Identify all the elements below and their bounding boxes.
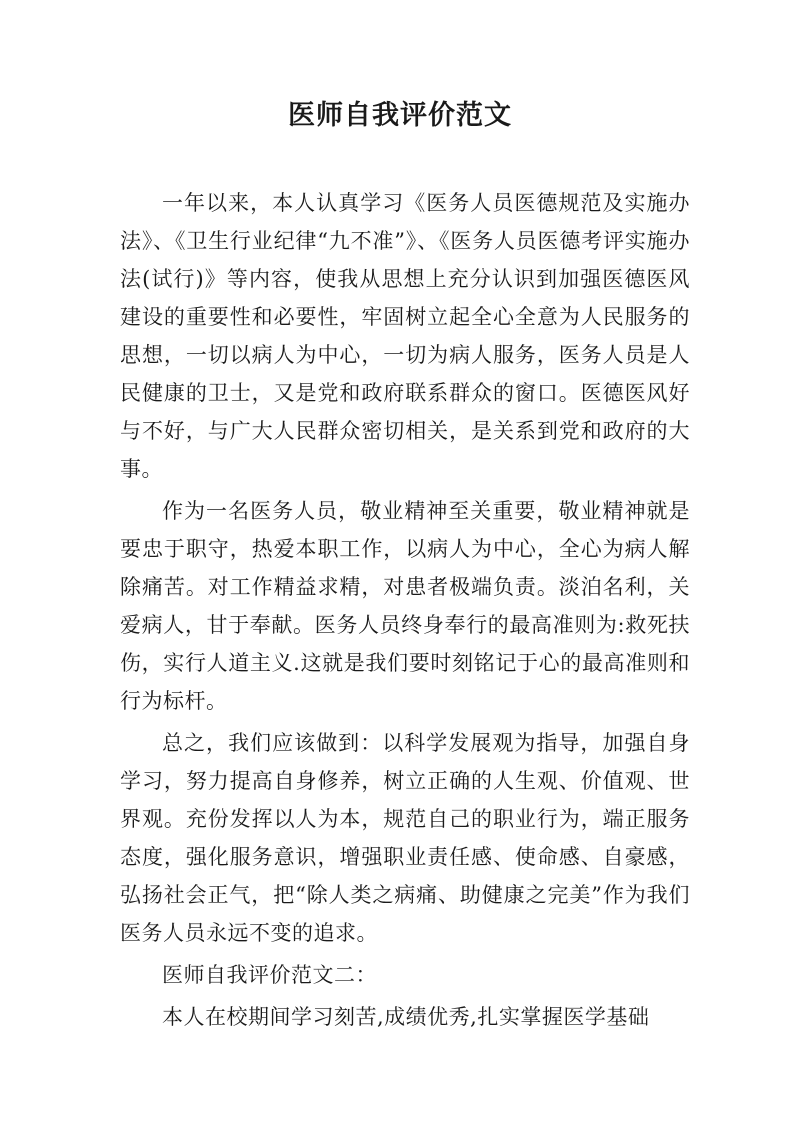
paragraph-3: 总之，我们应该做到：以科学发展观为指导，加强自身学习，努力提高自身修养，树立正确的人生观、价值观、世界观。充份发挥以人为本，规范自己的职业行为，端正服务态度，强化服务意识，增强职业责任感、使命感、自豪感，弘扬社会正气，把“除人类之病痛、助健康之完美”作为我们医务人员永远不变的追求。: [120, 731, 690, 945]
document-body: [120, 184, 690, 1040]
paragraph-5: 本人在校期间学习刻苦,成绩优秀,扎实掌握医学基础: [162, 1005, 650, 1029]
paragraph-1: 一年以来，本人认真学习《医务人员医德规范及实施办法》、《卫生行业纪律“九不准”》、《医务人员医德考评实施办法(试行)》等内容，使我从思想上充分认识到加强医德医风建设的重要性和必要性，牢固树立起全心全意为人民服务的思想，一切以病人为中心，一切为病人服务，医务人员是人民健康的卫士，又是党和政府联系群众的窗口。医德医风好与不好，与广大人民群众密切相关，是关系到党和政府的大事。: [120, 191, 690, 481]
paragraph-2: 作为一名医务人员，敬业精神至关重要，敬业精神就是要忠于职守，热爱本职工作，以病人为中心，全心为病人解除痛苦。对工作精益求精，对患者极端负责。淡泊名利，关爱病人，甘于奉献。医务人员终身奉行的最高准则为:救死扶伤，实行人道主义.这就是我们要时刻铭记于心的最高准则和行为标杆。: [120, 499, 690, 713]
section-heading-2: 医师自我评价范文二：: [162, 963, 377, 987]
document-title: 医师自我评价范文: [288, 100, 512, 131]
